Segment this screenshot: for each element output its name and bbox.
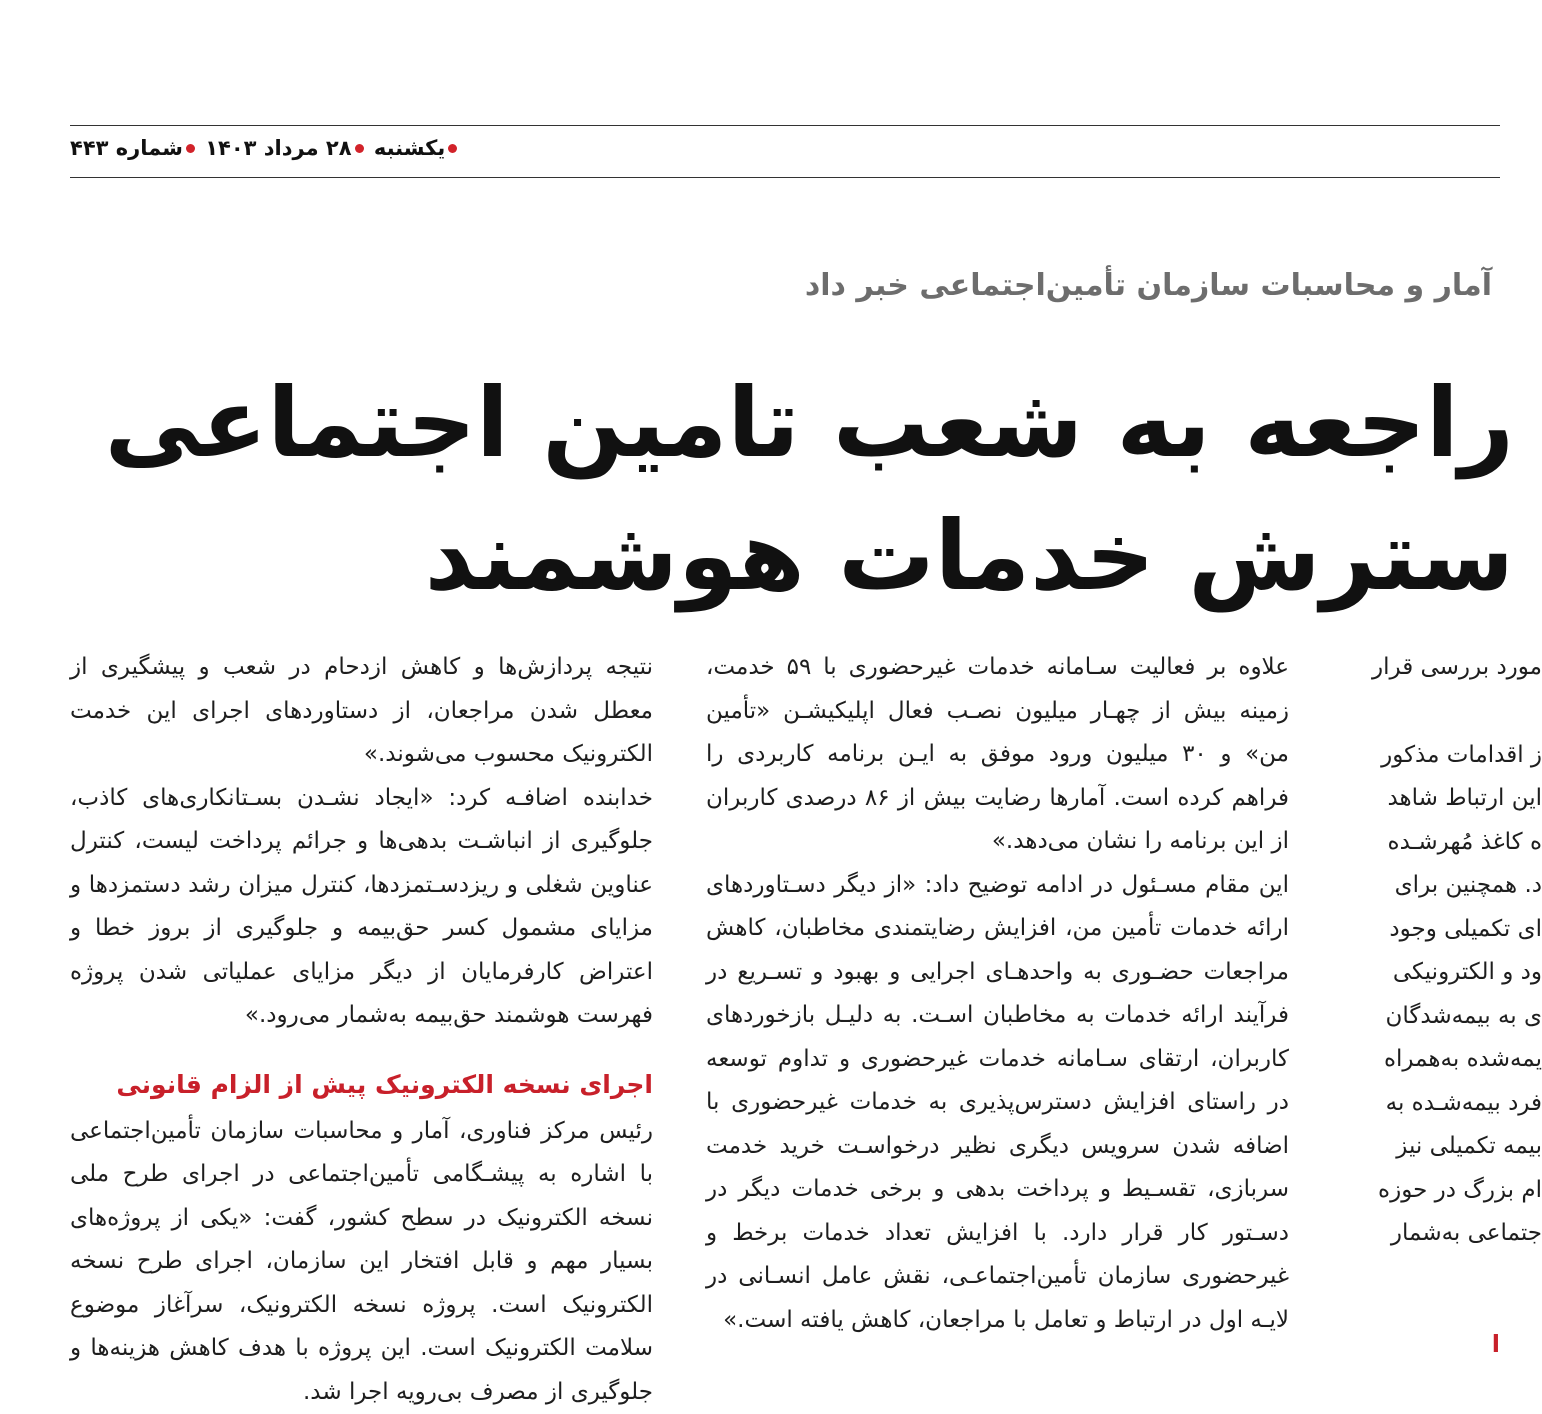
bottom-rule [70, 177, 1500, 178]
right-col-line: ز اقدامات مذکور [1342, 734, 1542, 778]
kicker: آمار و محاسبات سازمان تأمین‌اجتماعی خبر داد [492, 268, 1492, 303]
right-col-line: ام بزرگ در حوزه [1342, 1169, 1542, 1213]
right-col-line: جتماعی به‌شمار [1342, 1212, 1542, 1256]
red-dot-icon [186, 144, 195, 153]
masthead-date: ۲۸ مرداد ۱۴۰۳ [205, 136, 351, 160]
paragraph: رئیس مرکز فناوری، آمار و محاسبات سازمان تأمین‌اجتماعی با اشاره به پیشـگامی تأمین‌اجتماعی در اجرای طرح ملی نسخه الکترونیک در سطح کشور، گفت: «یکی از پروژه‌های بسیار مهم و قابل افتخار این سازمان، اجرای طرح نسخه الکترونیک است. پروژه نسخه الکترونیک، سرآغاز موضوع سلامت الکترونیک است. این پروژه با هدف کاهش هزینه‌ها و جلوگیری از مصرف بی‌رویه اجرا شد. [70, 1110, 653, 1414]
column-right [1342, 646, 1542, 1349]
headline-line-1: راجعه به شعب تامین اجتماعی [214, 375, 1514, 471]
right-col-line: ای تکمیلی وجود [1342, 908, 1542, 952]
paragraph: خدابنده اضافـه کرد: «ایجاد نشـدن بسـتانکاری‌های کاذب، جلوگیری از انباشـت بدهی‌ها و جرائم پرداخت لیست، کنترل عناوین شغلی و ریزدسـتمزدها، کنترل میزان رشد دستمزدها و مزایای مشمول کسر حق‌بیمه و جلوگیری از بروز خطا و اعتراض کارفرمایان از دیگر مزایای عملیاتی شدن پروژه فهرست هوشمند حق‌بیمه به‌شمار می‌رود.» [70, 777, 653, 1038]
right-col-line: ه کاغذ مُهرشـده [1342, 821, 1542, 865]
masthead-day: یکشنبه [374, 136, 445, 160]
top-rule [70, 125, 1500, 126]
right-col-line: یمه‌شده به‌همراه [1342, 1038, 1542, 1082]
paragraph: علاوه بر فعالیت سـامانه خدمات غیرحضوری با ۵۹ خدمت، زمینه بیش از چهـار میلیون نصـب فعال اپلیکیشـن «تأمین من» و ۳۰ میلیون ورود موفق به ایـن برنامه کاربردی را فراهم کرده است. آمارها رضایت بیش از ۸۶ درصدی کاربران از این برنامه را نشان می‌دهد.» [706, 646, 1289, 864]
right-col-line: بیمه تکمیلی نیز [1342, 1125, 1542, 1169]
masthead-issue: شماره ۴۴۳ [70, 136, 183, 160]
column-left [70, 646, 653, 1349]
masthead-dateline [70, 136, 670, 160]
right-col-cut-heading: ا [1440, 1330, 1500, 1349]
right-col-line: ی به بیمه‌شدگان [1342, 995, 1542, 1039]
section-subhead: اجرای نسخه الکترونیک پیش از الزام قانونی [70, 1064, 653, 1106]
right-col-line: این ارتباط شاهد [1342, 777, 1542, 821]
headline-line-2: سترش خدمات هوشمند [214, 508, 1514, 604]
right-col-line: فرد بیمه‌شـده به [1342, 1082, 1542, 1126]
column-middle [706, 646, 1289, 1349]
paragraph: این مقام مسـئول در ادامه توضیح داد: «از دیگر دسـتاوردهای ارائه خدمات تأمین من، افزایش رضایتمندی مخاطبان، کاهش مراجعات حضـوری به واحدهـای اجرایی و بهبود و تسـریع در فرآیند ارائه خدمات به مخاطبان اسـت. به دلیـل بازخوردهای کاربران، ارتقای سـامانه خدمات غیرحضوری و تداوم توسعه در راستای افزایش دسترس‌پذیری به خدمات غیرحضوری با اضافه شدن سرویس دیگری نظیر درخواسـت خرید خدمت سربازی، تقسـیط و پرداخت بدهی و برخی خدمات دیگر در دسـتور کار قرار دارد. با افزایش تعداد خدمات برخط و غیرحضوری سازمان تأمین‌اجتماعـی، نقش عامل انسـانی در لایـه اول در ارتباط و تعامل با مراجعان، کاهش یافته است.» [706, 864, 1289, 1343]
paragraph: نتیجه پردازش‌ها و کاهش ازدحام در شعب و پیشگیری از معطل شدن مراجعان، از دستاوردهای اجرای این خدمت الکترونیک محسوب می‌شوند.» [70, 646, 653, 777]
red-dot-icon [355, 144, 364, 153]
right-col-line: مورد بررسی قرار [1342, 646, 1542, 690]
right-col-line: ود و الکترونیکی [1342, 951, 1542, 995]
right-col-line: د. همچنین برای [1342, 864, 1542, 908]
right-col-gap [1342, 690, 1542, 734]
red-dot-icon [448, 144, 457, 153]
